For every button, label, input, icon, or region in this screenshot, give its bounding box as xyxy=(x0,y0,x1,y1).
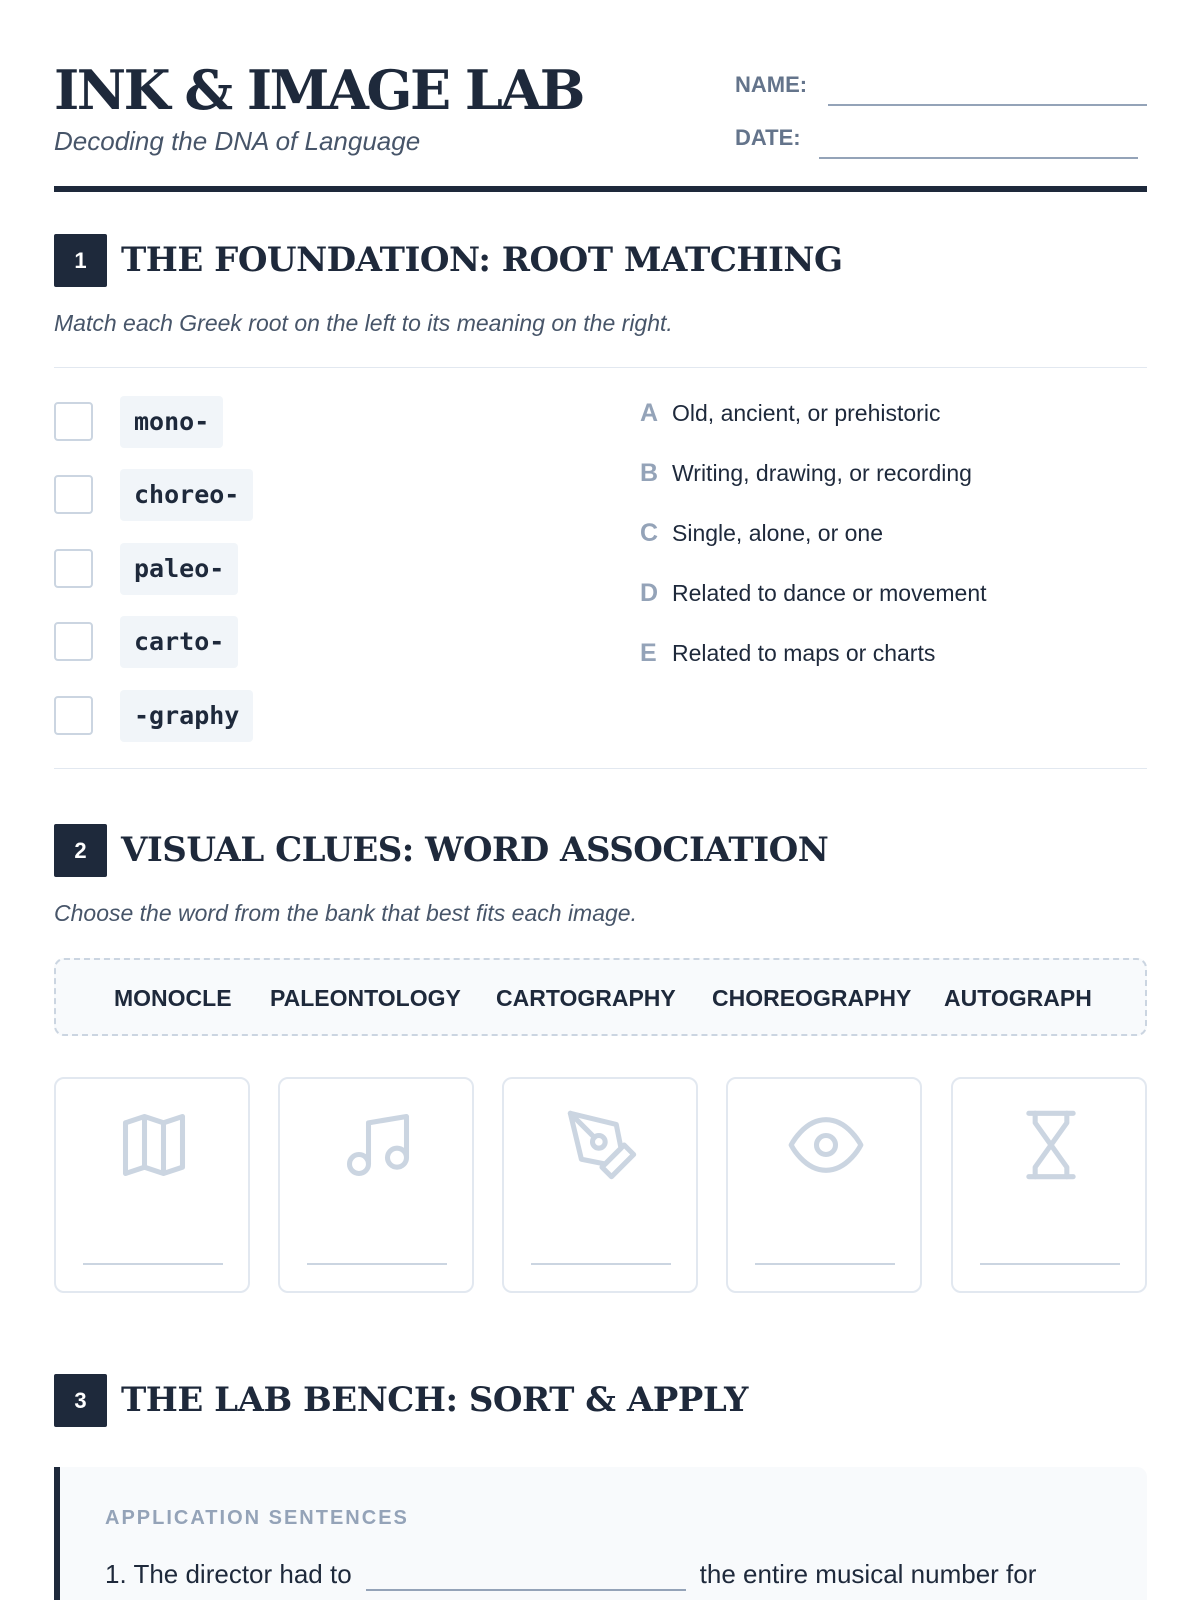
root-chip-carto: carto- xyxy=(120,616,238,668)
root-checkbox-3[interactable] xyxy=(54,549,93,588)
definition-text: Related to dance or movement xyxy=(672,580,987,606)
bank-word-choreography: CHOREOGRAPHY xyxy=(712,985,912,1011)
definition-letter: E xyxy=(640,639,657,667)
definition-b xyxy=(640,459,972,499)
application-sentences-label: APPLICATION SENTENCES xyxy=(105,1507,409,1529)
root-chip-mono: mono- xyxy=(120,396,223,448)
hourglass-icon xyxy=(1013,1107,1089,1183)
section-1-divider-top xyxy=(54,367,1147,368)
answer-line-4[interactable] xyxy=(755,1263,895,1265)
answer-line-5[interactable] xyxy=(980,1263,1120,1265)
word-bank xyxy=(54,958,1147,1036)
eye-icon xyxy=(788,1107,864,1183)
root-checkbox-5[interactable] xyxy=(54,696,93,735)
map-icon xyxy=(116,1107,192,1183)
root-row-1 xyxy=(54,396,454,448)
root-chip-paleo: paleo- xyxy=(120,543,238,595)
bank-word-paleontology: PALEONTOLOGY xyxy=(270,985,461,1011)
bank-word-cartography: CARTOGRAPHY xyxy=(496,985,676,1011)
name-field[interactable] xyxy=(828,104,1147,106)
root-row-3 xyxy=(54,543,454,595)
worksheet-title: INK & IMAGE LAB xyxy=(54,58,583,122)
pen-nib-icon xyxy=(564,1107,640,1183)
root-chip-graphy: -graphy xyxy=(120,690,253,742)
root-chip-choreo: choreo- xyxy=(120,469,253,521)
definition-text: Related to maps or charts xyxy=(672,640,936,666)
section-1-number: 1 xyxy=(54,234,107,287)
sentence-1-start: 1. The director had to xyxy=(105,1559,352,1589)
section-1-title: THE FOUNDATION: ROOT MATCHING xyxy=(121,240,843,280)
definition-e xyxy=(640,639,935,679)
bank-word-monocle: MONOCLE xyxy=(114,985,232,1011)
worksheet-subtitle: Decoding the DNA of Language xyxy=(54,126,421,156)
header-divider xyxy=(54,186,1147,192)
music-note-icon xyxy=(340,1107,416,1183)
root-row-4 xyxy=(54,616,454,668)
definition-text: Old, ancient, or prehistoric xyxy=(672,400,941,426)
section-3-title: THE LAB BENCH: SORT & APPLY xyxy=(121,1380,748,1420)
root-checkbox-4[interactable] xyxy=(54,622,93,661)
root-checkbox-2[interactable] xyxy=(54,475,93,514)
definition-text: Single, alone, or one xyxy=(672,520,883,546)
definition-c xyxy=(640,519,883,559)
root-row-5 xyxy=(54,690,454,742)
answer-line-1[interactable] xyxy=(83,1263,223,1265)
section-1-divider-bottom xyxy=(54,768,1147,769)
definition-letter: D xyxy=(640,579,659,607)
definition-letter: C xyxy=(640,519,659,547)
definition-letter: B xyxy=(640,459,659,487)
sentence-1-blank[interactable] xyxy=(366,1589,686,1591)
image-card-4 xyxy=(726,1077,922,1293)
image-card-2 xyxy=(278,1077,474,1293)
definition-text: Writing, drawing, or recording xyxy=(672,460,972,486)
image-card-5 xyxy=(951,1077,1147,1293)
definition-a xyxy=(640,399,940,439)
section-1-instruction: Match each Greek root on the left to its meaning on the right. xyxy=(54,310,673,336)
definition-letter: A xyxy=(640,399,659,427)
section-2-number: 2 xyxy=(54,824,107,877)
worksheet-page xyxy=(54,0,1147,1600)
bank-word-autograph: AUTOGRAPH xyxy=(944,985,1092,1011)
definition-d xyxy=(640,579,987,619)
name-label: NAME: xyxy=(735,72,808,97)
answer-line-2[interactable] xyxy=(307,1263,447,1265)
image-card-3 xyxy=(502,1077,698,1293)
application-sentences-box xyxy=(54,1467,1147,1600)
section-2-title: VISUAL CLUES: WORD ASSOCIATION xyxy=(121,830,829,870)
section-3-number: 3 xyxy=(54,1374,107,1427)
worksheet-header xyxy=(54,56,1147,192)
section-2-instruction: Choose the word from the bank that best fits each image. xyxy=(54,900,637,926)
answer-line-3[interactable] xyxy=(531,1263,671,1265)
root-checkbox-1[interactable] xyxy=(54,402,93,441)
image-card-1 xyxy=(54,1077,250,1293)
sentence-1-end: the entire musical number for xyxy=(699,1559,1037,1589)
root-row-2 xyxy=(54,469,454,521)
date-label: DATE: xyxy=(735,125,801,150)
date-field[interactable] xyxy=(819,157,1138,159)
application-sentence-1 xyxy=(105,1559,1145,1591)
